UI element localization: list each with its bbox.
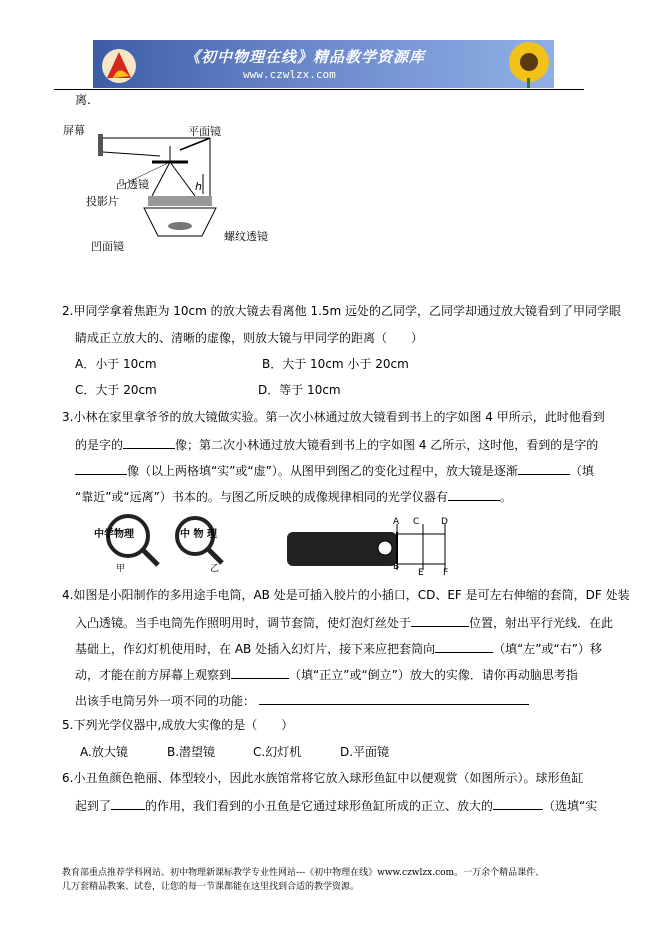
q3-line3: [75, 462, 594, 478]
q4-line5: [75, 692, 529, 708]
sunflower-image: [503, 40, 554, 88]
q3-blank-3[interactable]: [518, 462, 570, 475]
point-f-label: F: [443, 568, 449, 578]
q4-line5-text: 出该手电筒另外一项不同的功能：: [75, 694, 256, 708]
q3-line3-start: 像（以上两格填“实”或“虚”）。从图甲到图乙的变化过程中，放大镜是逐渐: [127, 464, 518, 478]
footer-line2: 几万套精品教案、试卷，让您的每一节课都能在这里找到合适的教学资源。: [62, 882, 360, 892]
q3-line4: [75, 488, 512, 504]
q6-blank-2[interactable]: [493, 797, 543, 810]
q4-line1: 4.如图是小阳制作的多用途手电筒，AB 处是可插入胶片的小插口，CD、EF 是可左右伸缩的套筒，DF 处装: [62, 588, 630, 602]
q3-blank-1[interactable]: [123, 436, 175, 449]
q4-line2-end: 位置，射出平行光线．在此: [469, 616, 614, 630]
q4-line4-end: （填“正立”或“倒立”）放大的实像．请你再动脑思考指: [289, 668, 578, 682]
q5-option-a[interactable]: A.放大镜: [80, 745, 128, 759]
magnifier-a-caption: 甲: [116, 564, 126, 574]
q3-line3-end: （填: [569, 464, 594, 478]
projector-diagram: [60, 116, 270, 246]
label-convex-lens: 凸透镜: [116, 178, 149, 191]
q5-option-b[interactable]: B.潜望镜: [167, 745, 216, 759]
magnifier-b-caption: 乙: [210, 564, 220, 574]
point-d-label: D: [441, 517, 448, 527]
intro-tail: 离.: [75, 93, 91, 107]
q3-line2-end: 像；第二次小林通过放大镜看到书上的字如图 4 乙所示，这时他，看到的是字的: [175, 438, 599, 452]
q4-line2: [75, 614, 613, 630]
label-fresnel-lens: 螺纹透镜: [224, 230, 268, 243]
q4-blank-2[interactable]: [435, 640, 493, 653]
label-screen: 屏幕: [63, 124, 85, 137]
q5-stem: 5.下列光学仪器中,成放大实像的是（ ）: [62, 718, 294, 732]
q4-line4: [75, 666, 578, 682]
magnifier-b-text: 中 物 理: [180, 529, 217, 540]
q4-blank-3[interactable]: [231, 666, 289, 679]
point-e-label: E: [418, 568, 424, 578]
site-logo: [99, 42, 139, 86]
q4-line3: [75, 640, 602, 656]
q6-line2-mid: 的作用，我们看到的小丑鱼是它通过球形鱼缸所成的正立、放大的: [145, 799, 494, 813]
q3-line1: 3.小林在家里拿爷爷的放大镜做实验。第一次小林通过放大镜看到书上的字如图 4 甲所示，此时他看到: [62, 410, 605, 424]
q2-option-a[interactable]: A．小于 10cm: [75, 357, 157, 371]
q4-blank-1[interactable]: [411, 614, 469, 627]
header-rule: [54, 89, 584, 90]
q6-blank-1[interactable]: [111, 797, 145, 810]
q5-option-c[interactable]: C.幻灯机: [253, 745, 302, 759]
q6-line2-start: 起到了: [75, 799, 112, 813]
q6-line2-end: （选填“实: [543, 799, 598, 813]
q3-blank-4[interactable]: [448, 488, 500, 501]
q2-line1: 2.甲同学拿着焦距为 10cm 的放大镜去看离他 1.5m 远处的乙同学，乙同学却通过放大镜看到了甲同学眼: [62, 304, 622, 318]
q4-line3-end: （填“左”或“右”）移: [493, 642, 602, 656]
header-title: 《初中物理在线》精品教学资源库: [185, 48, 426, 66]
point-c-label: C: [413, 517, 420, 527]
point-b-label: B: [393, 562, 400, 572]
q2-option-b[interactable]: B．大于 10cm 小于 20cm: [262, 357, 409, 371]
q6-line1: 6.小丑鱼颜色艳丽、体型较小，因此水族馆常将它放入球形鱼缸中以便观赏（如图所示）。球形鱼缸: [62, 771, 584, 785]
flashlight-diagram: [285, 518, 460, 578]
magnifier-a-text: 中学物理: [94, 529, 134, 540]
q6-line2: [75, 797, 597, 813]
header-banner: [93, 40, 554, 88]
q5-option-d[interactable]: D.平面镜: [340, 745, 390, 759]
footer-line1: 教育部重点推荐学科网站、初中物理新课标教学专业性网站---《初中物理在线》www.czwlzx.com。一万余个精品课件、: [62, 868, 545, 878]
q3-line2-start: 的是字的: [75, 438, 124, 452]
q4-line4-start: 动，才能在前方屏幕上观察到: [75, 668, 232, 682]
label-plane-mirror: 平面镜: [188, 125, 221, 138]
point-a-label: A: [393, 517, 400, 527]
q2-line2: 睛成正立放大的、清晰的虚像，则放大镜与甲同学的距离（ ）: [75, 331, 424, 345]
q4-line3-start: 基础上，作幻灯机使用时，在 AB 处插入幻灯片，接下来应把套筒向: [75, 642, 436, 656]
q2-option-c[interactable]: C．大于 20cm: [75, 383, 157, 397]
label-concave-mirror: 凹面镜: [91, 240, 124, 253]
header-url[interactable]: www.czwlzx.com: [243, 68, 336, 81]
q3-line2: [75, 436, 598, 452]
q3-blank-2[interactable]: [75, 462, 127, 475]
q3-line4-end: 。: [499, 490, 512, 504]
q3-line4-start: “靠近”或“远离”）书本的。与图乙所反映的成像规律相同的光学仪器有: [75, 490, 448, 504]
q4-line2-start: 入凸透镜。当手电筒先作照明用时，调节套筒，使灯泡灯丝处于: [75, 616, 412, 630]
label-h: h: [195, 180, 202, 193]
label-slide: 投影片: [86, 195, 119, 208]
q4-blank-4[interactable]: [259, 692, 529, 705]
q2-option-d[interactable]: D．等于 10cm: [258, 383, 341, 397]
